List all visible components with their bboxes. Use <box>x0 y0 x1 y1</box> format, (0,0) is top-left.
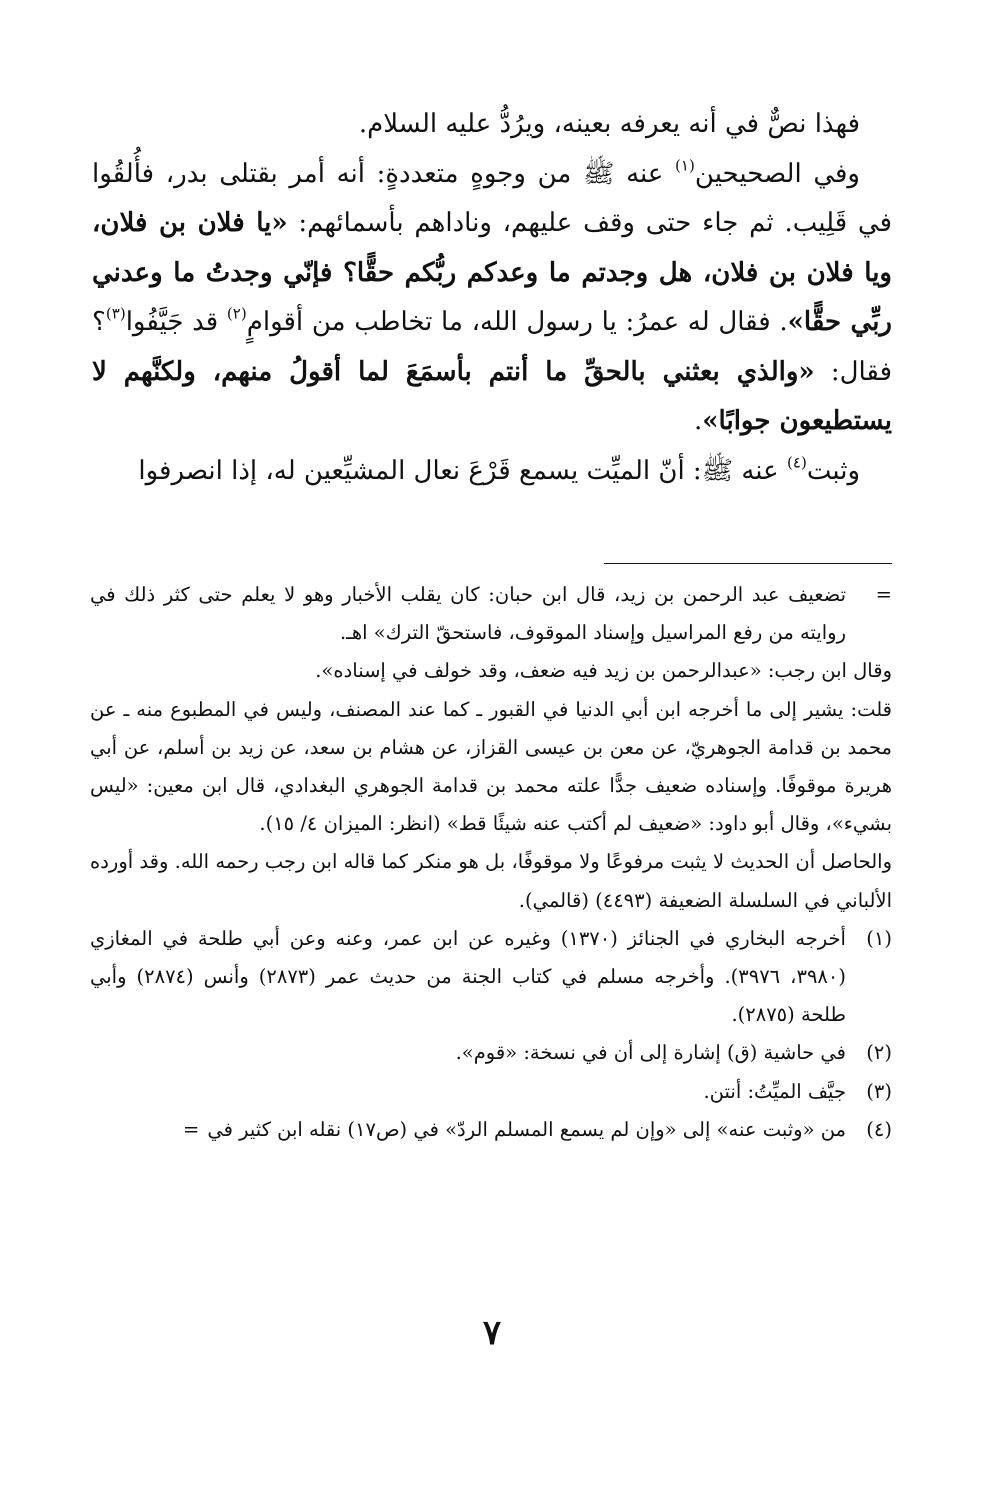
paragraph-2 <box>92 150 892 447</box>
footnote-number: (٣) <box>866 1079 892 1103</box>
footnote-text: أخرجه البخاري في الجنائز (١٣٧٠) وغيره عن ابن عمر، وعنه وعن أبي طلحة في المغازي (٣٩٨٠، ٣٩٧٦). وأخرجه مسلم في كتاب الجنة من حديث عمر (٢٨٧٣) وأنس (٢٨٧٤) وأبي طلحة (٢٨٧٥). <box>90 926 846 1027</box>
footnote-4 <box>90 1111 892 1149</box>
hadith-quote: «والذي بعثني بالحقِّ ما أنتم بأسمَعَ لما أقولُ منهم، ولكنَّهم لا يستطيعون جوابًا» <box>92 356 892 436</box>
footnote-text <box>90 1111 846 1149</box>
footnote-3 <box>90 1073 892 1111</box>
paragraph-3 <box>92 447 892 497</box>
page-number: ٧ <box>482 1313 502 1353</box>
footnote-paragraph: وقال ابن رجب: «عبدالرحمن بن زيد فيه ضعف، وقد خولف في إسناده». <box>315 659 892 683</box>
footnote-ref-4[interactable]: (٤) <box>786 453 807 472</box>
continuation-mark: = <box>182 1117 200 1141</box>
footnote-paragraph: قلت: يشير إلى ما أخرجه ابن أبي الدنيا في القبور ـ كما عند المصنف، وليس في المطبوع منه ـ عن محمد بن قدامة الجوهريّ، عن معن بن عيسى القزاز، عن هشام بن سعد، عن زيد بن أسلم، عن أبي هريرة موقوفًا. وإسناده ضعيف جدًّا علته محمد بن قدامة الجوهري البغدادي، قال ابن معين: «ليس بشيء»، وقال أبو داود: «ضعيف لم أكتب عنه شيئًا قط» (انظر: الميزان ٤/ ١٥). <box>90 697 892 836</box>
footnote-number: (٤) <box>866 1117 892 1141</box>
footnote-text: تضعيف عبد الرحمن بن زيد، قال ابن حبان: كان يقلب الأخبار وهو لا يعلم حتى كثر ذلك في روايته من رفع المراسيل وإسناد الموقوف، فاستحقّ الترك» اهـ. <box>90 583 846 645</box>
footnote-text: في حاشية (ق) إشارة إلى أن في نسخة: «قوم». <box>455 1041 846 1065</box>
footnote-number: (٢) <box>866 1041 892 1065</box>
text-run: قد جَيَّفُوا <box>125 307 227 337</box>
text-run: ؟ فقال: <box>92 307 893 387</box>
footnote-1 <box>90 920 892 1035</box>
footnote-ref-1[interactable]: (١) <box>675 156 695 175</box>
text-run: عنه ﷺ من وجوهٍ متعددةٍ: أنه أمر بقتلى بدر، فأُلقُوا في قَلِيب. ثم جاء حتى وقف عليهم، وناداهم بأسمائهم: <box>92 158 893 238</box>
footnote-ref-2[interactable]: (٢) <box>226 304 247 323</box>
footnote-paragraph: والحاصل أن الحديث لا يثبت مرفوعًا ولا موقوفًا، بل هو منكر كما قاله ابن رجب رحمه الله. وقد أورده الألباني في السلسلة الضعيفة (٤٤٩٣) (قالمي). <box>90 850 892 912</box>
footnote-text-run: من «وثبت عنه» إلى «وإن لم يسمع المسلم الردّ» في (ص١٧) نقله ابن كثير في <box>207 1117 846 1141</box>
continuation-mark: = <box>875 583 892 606</box>
footnote-text: جيَّف الميِّتُ: أنتن. <box>703 1079 846 1103</box>
hadith-quote: «يا فلان بن فلان، ويا فلان بن فلان، هل وجدتم ما وعدكم ربُّكم حقًّا؟ فإنّي وجدتُ ما وعدني ربِّي حقًّا» <box>92 208 892 337</box>
footnote-ref-3[interactable]: (٣) <box>105 304 126 323</box>
text-run: . <box>694 406 703 436</box>
footnote-separator <box>604 563 892 564</box>
footnote-continuation-body <box>90 652 892 919</box>
paragraph-1: فهذا نصٌّ في أنه يعرفه بعينه، ويرُدُّ عليه السلام. <box>358 109 860 139</box>
footnotes <box>90 576 892 1149</box>
main-text <box>92 100 892 496</box>
footnote-continuation <box>90 576 892 652</box>
text-run: عنه ﷺ: أنّ الميِّت يسمع قَرْعَ نعال المشيِّعين له، إذا انصرفوا <box>138 455 787 486</box>
text-run: . فقال له عمرُ: يا رسول الله، ما تخاطب من أقوامٍ <box>246 307 788 337</box>
footnote-number: (١) <box>866 926 892 950</box>
text-run: وفي الصحيحين <box>694 158 860 189</box>
footnote-2 <box>90 1034 892 1072</box>
text-run: وثبت <box>806 455 860 486</box>
